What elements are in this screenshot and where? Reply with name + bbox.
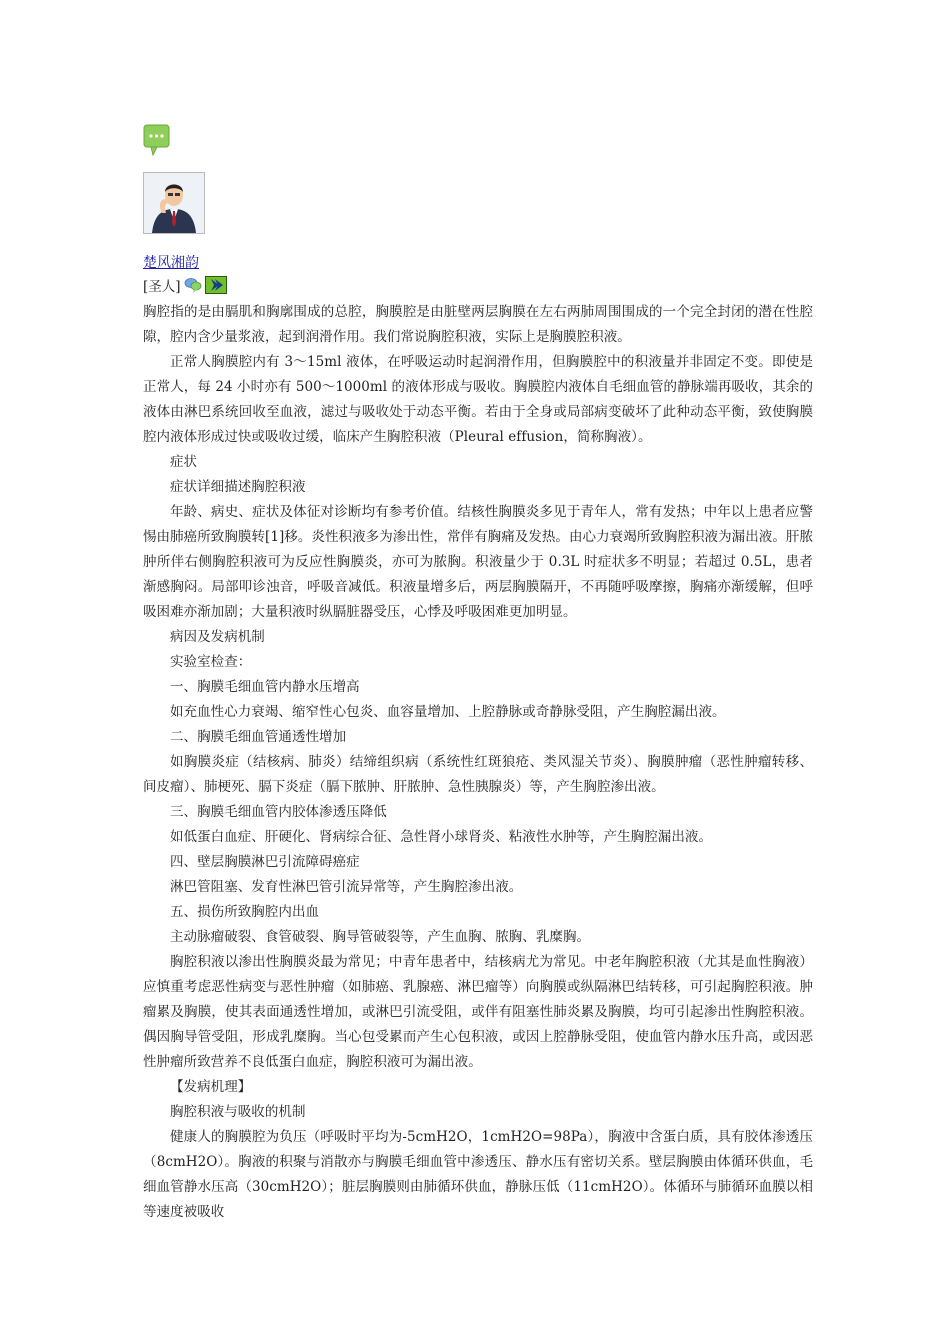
paragraph: 健康人的胸膜腔为负压（呼吸时平均为-5cmH2O，1cmH2O=98Pa），胸液中含蛋白质，具有胶体渗透压（8cmH2O）。胸液的积聚与消散亦与胸膜毛细血管中渗透压、静水压有密切关系。壁层胸膜由体循环供血，毛细血管静水压高（30cmH2O）；脏层胸膜则由肺循环供血，静脉压低（11cmH2O）。体循环与肺循环血膜以相等速度被吸收: [143, 1129, 813, 1220]
paragraph: 如胸膜炎症（结核病、肺炎）结缔组织病（系统性红斑狼疮、类风湿关节炎）、胸膜肿瘤（恶性肿瘤转移、间皮瘤）、肺梗死、膈下炎症（膈下脓肿、肝脓肿、急性胰腺炎）等，产生胸腔渗出液。: [143, 754, 813, 795]
speech-bubbles-icon: [184, 277, 202, 293]
paragraph: 四、壁层胸膜淋巴引流障碍癌症: [170, 854, 360, 870]
paragraph: 二、胸膜毛细血管通透性增加: [170, 729, 347, 745]
paragraph: 三、胸膜毛细血管内胶体渗透压降低: [170, 804, 387, 820]
paragraph: 如充血性心力衰竭、缩窄性心包炎、血容量增加、上腔静脉或奇静脉受阻，产生胸腔漏出液。: [170, 704, 726, 720]
paragraph: 年龄、病史、症状及体征对诊断均有参考价值。结核性胸膜炎多见于青年人，常有发热；中年以上患者应警惕由肺癌所致胸膜转[1]移。炎性积液多为渗出性，常伴有胸痛及发热。由心力衰竭所致胸腔积液为漏出液。肝脓肿所伴右侧胸腔积液可为反应性胸膜炎，亦可为脓胸。积液量少于 0.3L 时症状多不明显；若超过 0.5L，患者渐感胸闷。局部叩诊浊音，呼吸音减低。积液量增多后，两层胸膜隔开，不再随呼吸摩擦，胸痛亦渐缓解，但呼吸困难亦渐加剧；大量积液时纵膈脏器受压，心悸及呼吸困难更加明显。: [143, 504, 813, 620]
author-rank: [143, 275, 227, 295]
rank-label: [圣人]: [143, 279, 181, 295]
paragraph: 正常人胸膜腔内有 3～15ml 液体，在呼吸运动时起润滑作用，但胸膜腔中的积液量并非固定不变。即使是正常人，每 24 小时亦有 500～1000ml 的液体形成与吸收。胸膜腔内液体自毛细血管的静脉端再吸收，其余的液体由淋巴系统回收至血液，滤过与吸收处于动态平衡。若由于全身或局部病变破坏了此种动态平衡，致使胸膜腔内液体形成过快或吸收过缓，临床产生胸腔积液（Pleural effusion，简称胸液）。: [143, 354, 813, 445]
paragraph: 胸腔指的是由膈肌和胸廓围成的总腔，胸膜腔是由脏壁两层胸膜在左右两肺周围围成的一个完全封闭的潜在性腔隙，腔内含少量浆液，起到润滑作用。我们常说胸腔积液，实际上是胸膜腔积液。: [143, 304, 813, 345]
article-body: [143, 300, 813, 1225]
paragraph: 胸腔积液与吸收的机制: [170, 1104, 306, 1120]
paragraph: 【发病机理】: [170, 1079, 252, 1095]
arrow-badge-icon[interactable]: [205, 276, 227, 294]
paragraph: 淋巴管阻塞、发育性淋巴管引流异常等，产生胸腔渗出液。: [170, 879, 523, 895]
paragraph: 症状: [170, 454, 198, 470]
paragraph: 主动脉瘤破裂、食管破裂、胸导管破裂等，产生血胸、脓胸、乳糜胸。: [170, 929, 591, 945]
paragraph: 如低蛋白血症、肝硬化、肾病综合征、急性肾小球肾炎、粘液性水肿等，产生胸腔漏出液。: [170, 829, 712, 845]
paragraph: 一、胸膜毛细血管内静水压增高: [170, 679, 360, 695]
avatar[interactable]: [143, 172, 205, 234]
paragraph: 实验室检查：: [170, 654, 252, 670]
paragraph: 五、损伤所致胸腔内出血: [170, 904, 320, 920]
paragraph: 病因及发病机制: [170, 629, 265, 645]
paragraph: 症状详细描述胸腔积液: [170, 479, 306, 495]
author-link[interactable]: 楚风湘韵: [143, 255, 199, 271]
chat-bubble-icon: [143, 124, 170, 158]
paragraph: 胸腔积液以渗出性胸膜炎最为常见；中青年患者中，结核病尤为常见。中老年胸腔积液（尤其是血性胸液）应慎重考虑恶性病变与恶性肿瘤（如肺癌、乳腺癌、淋巴瘤等）向胸膜或纵隔淋巴结转移，可引起胸腔积液。肿瘤累及胸膜，使其表面通透性增加，或淋巴引流受阻，或伴有阻塞性肺炎累及胸膜，均可引起渗出性胸腔积液。偶因胸导管受阻，形成乳糜胸。当心包受累而产生心包积液，或因上腔静脉受阻，使血管内静水压升高，或因恶性肿瘤所致营养不良低蛋白血症，胸腔积液可为漏出液。: [143, 954, 813, 1070]
